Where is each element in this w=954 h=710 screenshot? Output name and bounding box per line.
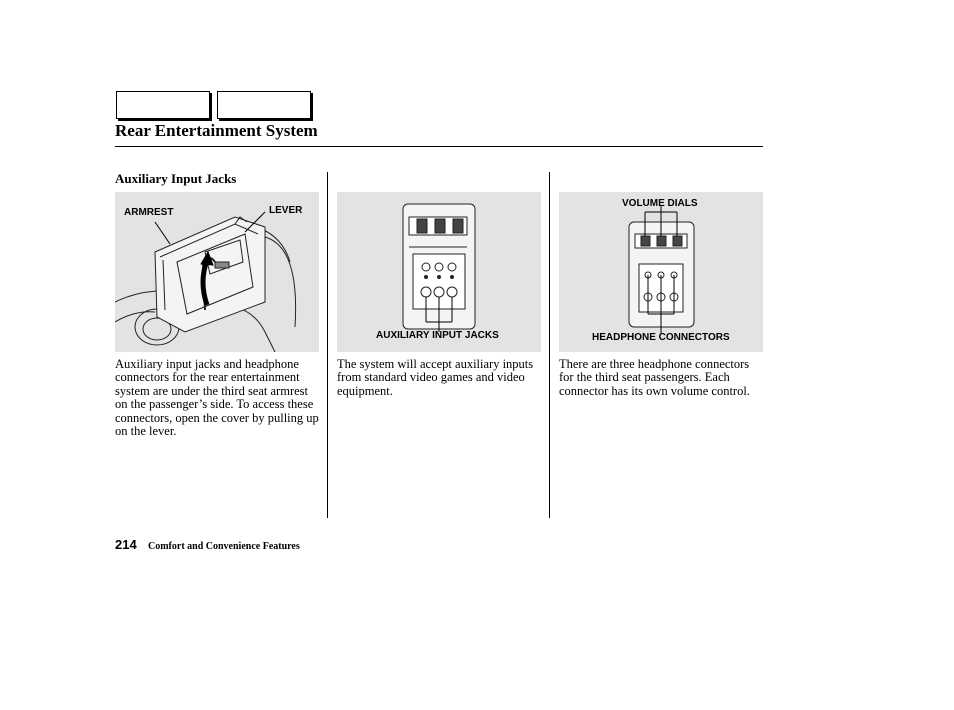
lever-label: LEVER: [269, 205, 303, 216]
armrest-illustration: [115, 192, 319, 352]
aux-jacks-illustration: [337, 192, 541, 352]
headphone-connectors-label: HEADPHONE CONNECTORS: [592, 332, 730, 343]
column-1-text: Auxiliary input jacks and headphone connectors for the rear entertainment system are under the third seat armrest on the passenger’s side. To access these connectors, open the cover by pulling up on the lever.: [115, 357, 319, 439]
volume-dials-label: VOLUME DIALS: [622, 198, 698, 209]
headphone-connectors-illustration: [559, 192, 763, 352]
page-number: 214: [115, 537, 137, 552]
aux-jacks-label: AUXILIARY INPUT JACKS: [376, 330, 499, 341]
nav-button-1[interactable]: [116, 91, 210, 119]
nav-button-2[interactable]: [217, 91, 311, 119]
armrest-label: ARMREST: [124, 207, 174, 218]
title-divider: [115, 146, 763, 147]
section-heading: Auxiliary Input Jacks: [115, 171, 237, 186]
column-divider-1: [327, 172, 328, 518]
column-2-text: The system will accept auxiliary inputs from standard video games and video equipment.: [337, 357, 534, 398]
page-title: Rear Entertainment System: [115, 121, 318, 140]
section-name: Comfort and Convenience Features: [148, 541, 300, 552]
column-divider-2: [549, 172, 550, 518]
column-3-text: There are three headphone connectors for the third seat passengers. Each connector has its own volume control.: [559, 357, 750, 398]
